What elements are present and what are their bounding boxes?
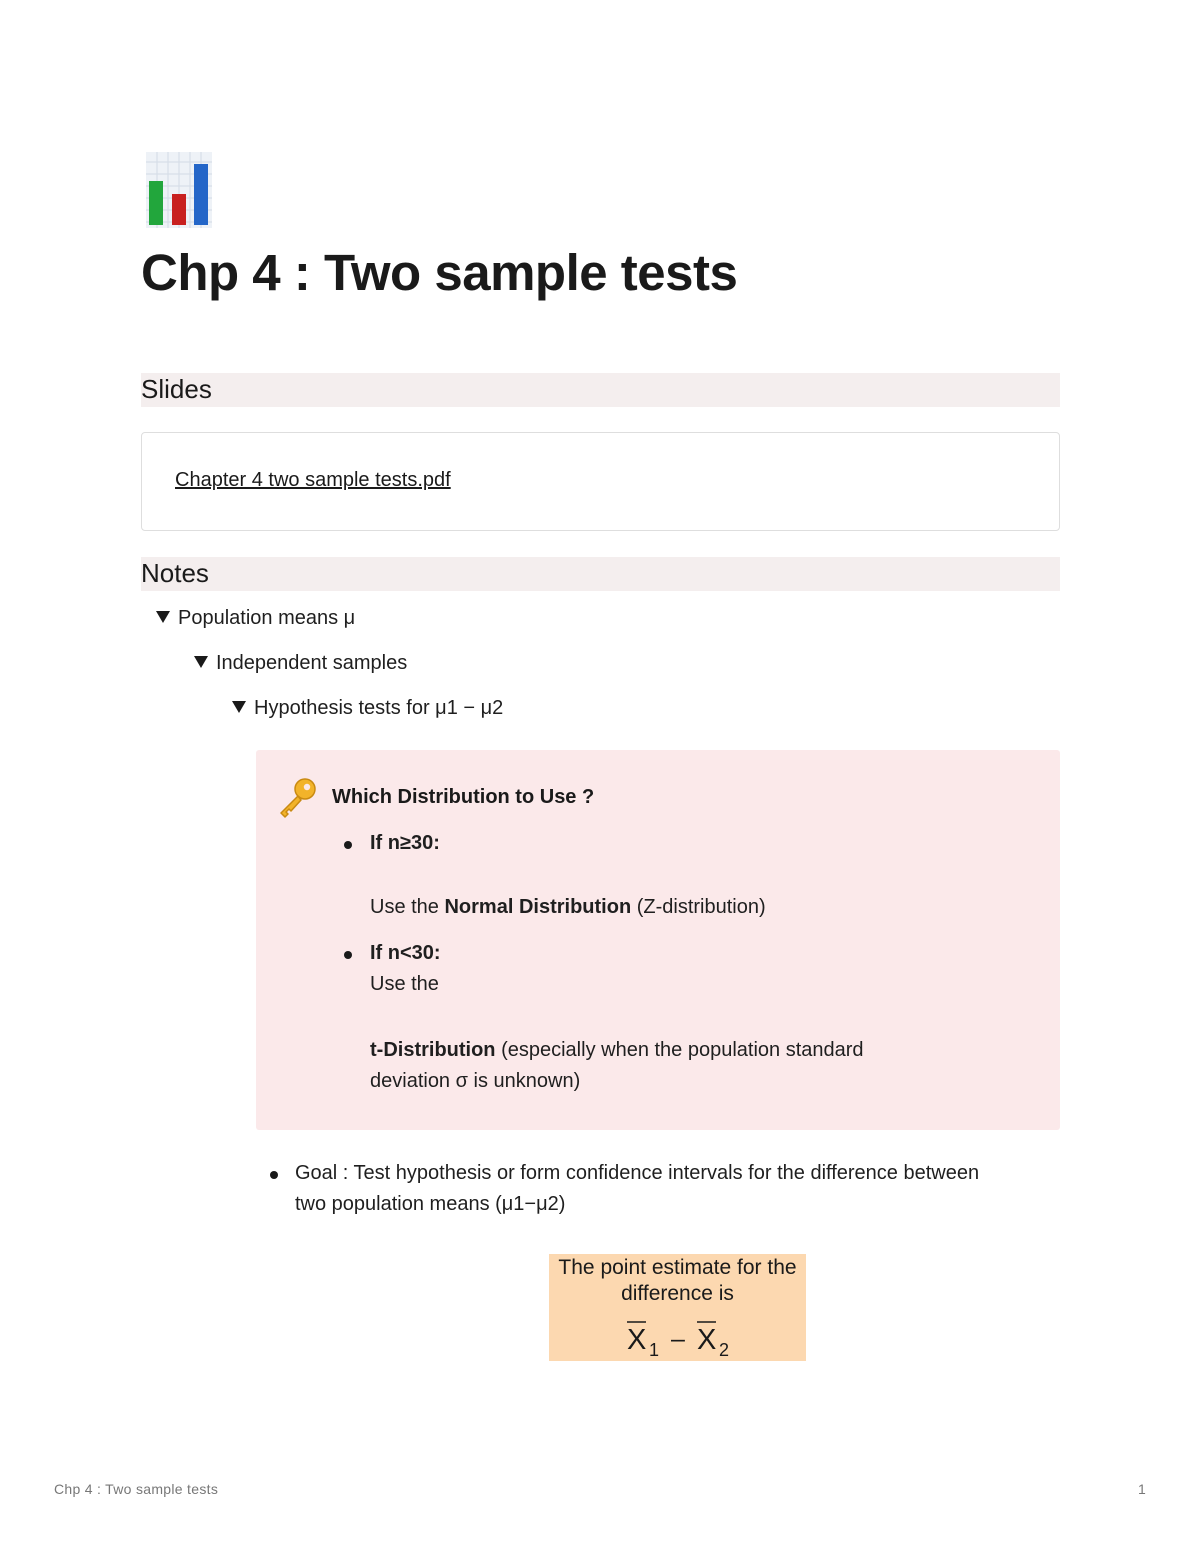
svg-text:X: X	[627, 1324, 647, 1356]
item2-text: t-Distribution (especially when the population standard	[370, 1039, 864, 1061]
toggle-label: Population means μ	[178, 607, 356, 629]
item2-heading: If n<30:	[370, 942, 441, 964]
bar-chart-icon	[146, 152, 212, 228]
page-title: Chp 4 : Two sample tests	[141, 244, 738, 301]
slides-heading: Slides	[141, 373, 1060, 407]
file-attachment-box	[141, 432, 1060, 531]
key-icon	[276, 776, 318, 818]
point-estimate-image	[549, 1254, 806, 1361]
bullet-dot	[344, 841, 352, 849]
toggle-population-means[interactable]	[156, 605, 355, 631]
svg-text:1: 1	[649, 1340, 660, 1358]
item2-text-continued: deviation σ is unknown)	[370, 1070, 581, 1092]
goal-text: Goal : Test hypothesis or form confidence intervals for the difference between two population means (μ1−μ2)	[295, 1162, 980, 1215]
x-bar-difference-formula	[626, 1318, 746, 1358]
toggle-label: Independent samples	[216, 652, 408, 674]
toggle-label: Hypothesis tests for μ1 − μ2	[254, 697, 504, 719]
item1-text: Use the Normal Distribution (Z-distribution)	[370, 896, 766, 918]
bullet-dot	[344, 951, 352, 959]
estimate-caption: The point estimate for the difference is	[558, 1256, 797, 1305]
notes-heading: Notes	[141, 557, 1060, 591]
pdf-file-link[interactable]: Chapter 4 two sample tests.pdf	[175, 469, 451, 491]
distribution-callout	[256, 750, 1060, 1130]
item2-line: Use the	[370, 973, 439, 995]
callout-title: Which Distribution to Use ?	[332, 786, 595, 808]
triangle-down-icon[interactable]	[232, 701, 246, 713]
svg-text:2: 2	[719, 1340, 730, 1358]
bullet-dot	[270, 1171, 278, 1179]
toggle-independent-samples[interactable]	[194, 650, 407, 676]
svg-text:–: –	[671, 1325, 685, 1353]
footer-title: Chp 4 : Two sample tests	[54, 1481, 219, 1497]
item1-heading: If n≥30:	[370, 832, 440, 854]
triangle-down-icon[interactable]	[194, 656, 208, 668]
page-number: 1	[1138, 1481, 1146, 1497]
toggle-hypothesis-tests[interactable]	[232, 695, 503, 721]
svg-text:X: X	[697, 1324, 717, 1356]
triangle-down-icon[interactable]	[156, 611, 170, 623]
